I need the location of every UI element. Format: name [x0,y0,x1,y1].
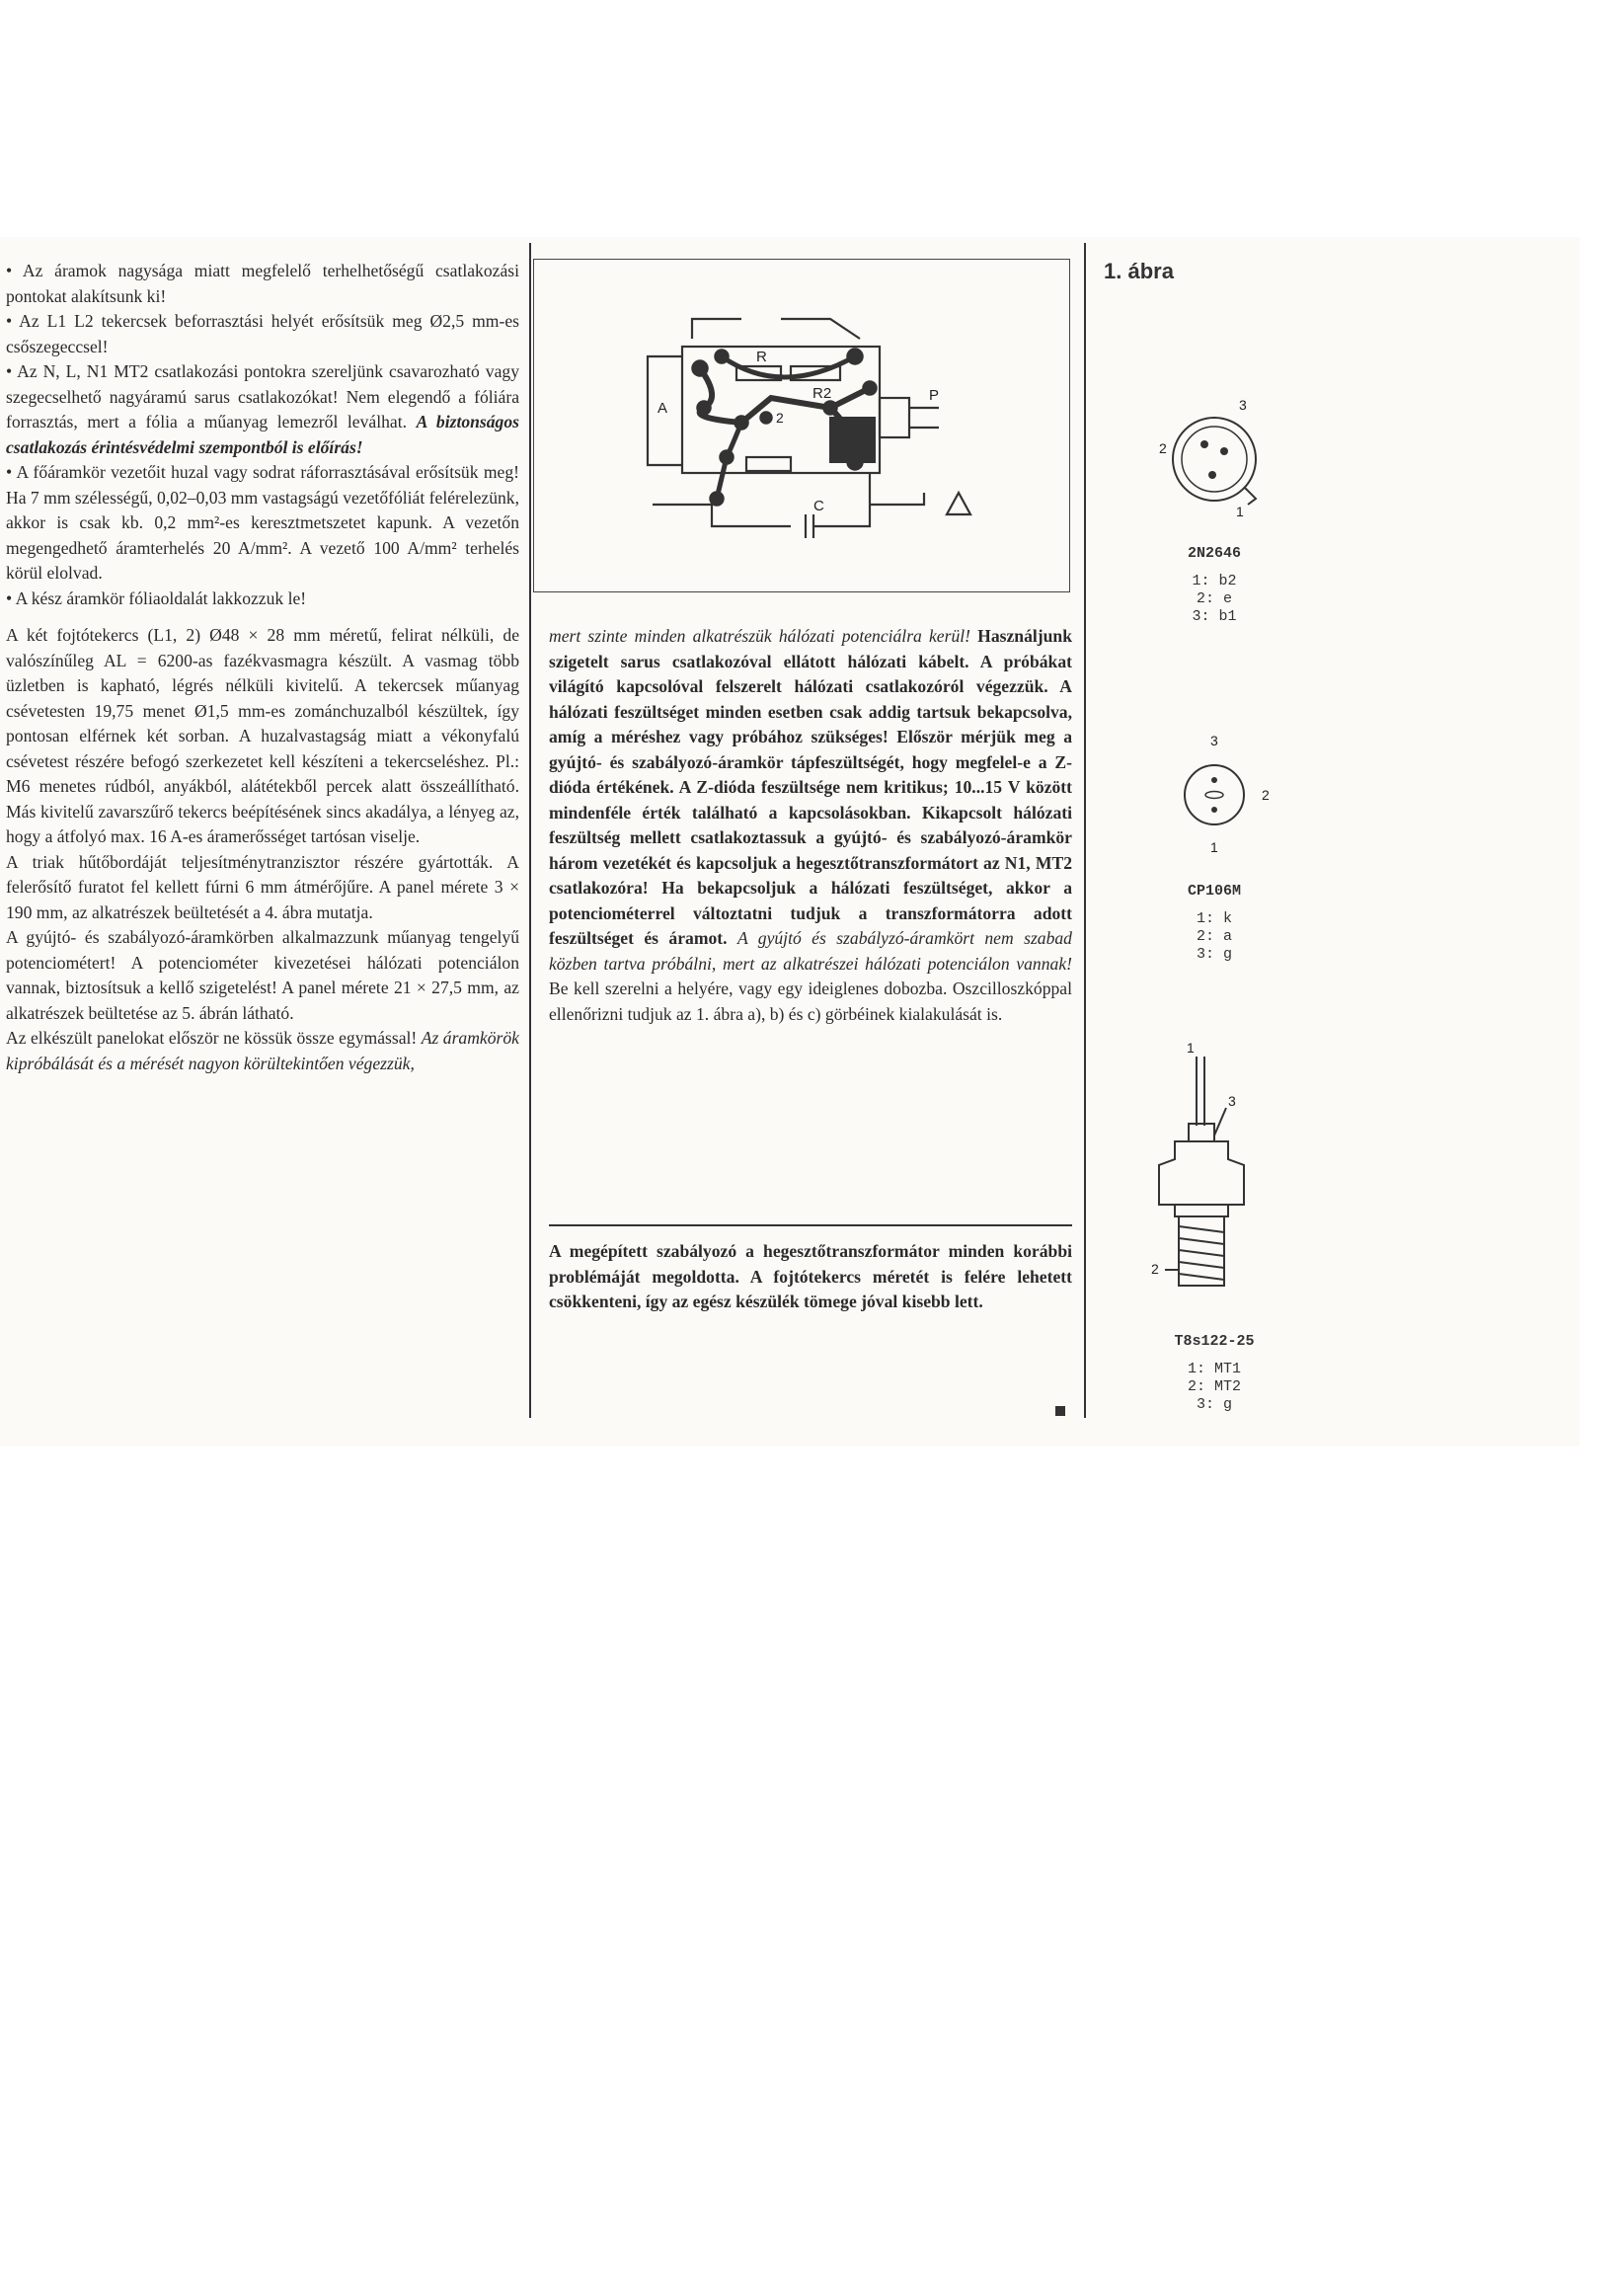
text-divider [549,1224,1072,1226]
t8s122-pin-2-number: 2 [1151,1261,1159,1277]
transistor-2n2646-drawing [1145,390,1283,528]
part-cp106m-pin-2: 2: a [1196,928,1232,945]
cp106m-pin-3-number: 3 [1210,733,1218,748]
text-column-1 [6,259,519,1076]
2n2646-pin-1-number: 1 [1236,504,1244,519]
text-column-2-lower [549,1239,1072,1315]
column-divider [529,243,531,1418]
bullet-2: • Az L1 L2 tekercsek beforrasztási helyét erősítsük meg Ø2,5 mm-es csőszegeccsel! [6,311,519,356]
paragraph-3: A gyújtó- és szabályozó-áramkörben alkalmazzunk műanyag tengelyű potenciométert! A potenciométer kivezetései hálózati potenciálon vannak, biztosítsuk a kellő szigetelést! A panel mérete 21 × 27,5 mm, az alkatrészek beültetése az 5. ábrán látható. [6,927,519,1023]
2n2646-pin-2-number: 2 [1159,440,1167,456]
t8s122-pin-3-number: 3 [1228,1093,1236,1109]
fig-label-c: C [813,498,824,514]
2n2646-pin-3-number: 3 [1239,397,1247,413]
part-2n2646-pin-2: 2: e [1196,590,1232,607]
part-t8s122-name: T8s122-25 [1174,1333,1255,1350]
paragraph-4: Az elkészült panelokat először ne kössük össze egymással! Az áramkörök kipróbálását és a mérését nagyon körültekintően végezzük, [6,1028,519,1073]
part-cp106m-pin-1: 1: k [1196,910,1232,927]
figure-title: 1. ábra [1104,259,1174,283]
part-2n2646-pin-1: 1: b2 [1192,573,1237,589]
bullet-1: • Az áramok nagysága miatt megfelelő terhelhetőségű csatlakozási pontokat alakítsunk ki! [6,261,519,306]
part-cp106m-label [1145,883,1283,964]
part-t8s122-label [1145,1333,1283,1414]
part-cp106m-pin-3: 3: g [1196,946,1232,963]
cp106m-pin-1-number: 1 [1210,839,1218,855]
end-mark [1055,1406,1065,1416]
fig-label-r2: R2 [812,385,832,402]
part-cp106m-name: CP106M [1187,883,1241,900]
paragraph-2: A triak hűtőbordáját teljesítménytranzisztor részére gyártották. A felerősítő furatot fel kellett fúrni 6 mm átmérőjűre. A panel mérete 3 × 190 mm, az alkatrészek beültetését a 4. ábra mutatja. [6,851,519,922]
part-t8s122-pin-1: 1: MT1 [1187,1361,1241,1377]
paragraph-1: A két fojtótekercs (L1, 2) Ø48 × 28 mm méretű, felirat nélküli, de valószínűleg AL = 6200-as fazékvasmagra készült. A vasmag több üzletben is kapható, légrés nélküli kivitelű. A tekercsek műanyag csévetesten 19,75 menet Ø1,5 mm-es zománchuzalból készültek, így pontosan elférnek két sorban. A huzalvastagság miatt a vékonyfalú csévetest részére befogó szerkezetet kell készíteni a tekercseléshez. Pl.: M6 menetes rúdból, anyákból, alátétekből percek alatt összeállítható. Más kivitelű zavarszűrő tekercs beépítésének sincs akadálya, a lényeg az, hogy a átfolyó max. 16 A-es áramerősséget tartósan viselje. [6,625,519,846]
col2-paragraph-2: A megépített szabályozó a hegesztőtranszformátor minden korábbi problémáját megoldotta. A fojtótekercs méretét is felére lehetett csökkenteni, így az egész készülék tömege jóval kisebb lett. [549,1241,1072,1311]
part-2n2646-name: 2N2646 [1187,545,1241,562]
cp106m-pin-2-number: 2 [1262,787,1270,803]
t8s122-pin-1-number: 1 [1187,1040,1195,1056]
fig-label-p: P [929,387,940,404]
col2-paragraph-1: mert szinte minden alkatrészük hálózati potenciálra kerül! Használjunk szigetelt sarus csatlakozóval ellátott hálózati kábelt. A próbákat világító kapcsolóval felszerelt hálózati csatlakozóról végezzük. A hálózati feszültséget minden esetben csak addig tartsuk bekapcsolva, amíg a méréshez vagy próbához szükséges! Először mérjük meg a gyújtó- és szabályozó-áramkör tápfeszültségét, hogy megfelel-e a Z-dióda értékének. A Z-dióda feszültsége nem kritikus; 10...15 V között mindenféle érték található a kapcsolásokban. Kikapcsolt hálózati feszültség mellett csatlakoztassuk a gyújtó- és szabályozó-áramkör három vezetékét és kapcsoljuk a hegesztőtranszformátort az N1, MT2 csatlakozóra! Ha bekapcsoljuk a hálózati feszültséget, akkor a potenciométerrel változtatni tudjuk a transzformátorra adott feszültséget és áramot. A gyújtó és szabályzó-áramkört nem szabad közben tartva próbálni, mert az alkatrészei hálózati potenciálon vannak! Be kell szerelni a helyére, vagy egy ideiglenes dobozba. Oszcilloszkóppal ellenőrizni tudjuk az 1. ábra a), b) és c) görbéinek kialakulását is. [549,626,1072,1024]
column-divider-right [1084,243,1086,1418]
thyristor-cp106m-drawing [1145,726,1283,864]
bullet-3: • Az N, L, N1 MT2 csatlakozási pontokra szereljünk csavarozható vagy szegecselhető nagyáramú sarus csatlakozókat! Nem elegendő a fóliára forrasztás, mert a fólia a műanyag lemezről leválhat. A biztonságos csatlakozás érintésvédelmi szempontból is előírás! [6,361,519,457]
part-2n2646-pin-3: 3: b1 [1192,608,1237,625]
part-2n2646-label [1145,545,1283,626]
figure-box [533,259,1070,592]
bullet-5: • A kész áramkör fóliaoldalát lakkozzuk le! [6,588,307,608]
part-t8s122-pin-3: 3: g [1196,1396,1232,1413]
text-column-2 [549,624,1072,1027]
fig-label-r: R [756,349,767,365]
fig-label-2: 2 [776,410,784,426]
pcb-layout-drawing [534,260,1069,591]
bullet-4: • A főáramkör vezetőit huzal vagy sodrat ráforrasztásával erősítsük meg! Ha 7 mm szélességű, 0,02–0,03 mm vastagságú vezetőfóliát felérelezünk, akkor is csak kb. 0,2 mm²-es keresztmetszetet kapunk. A vezetőn megengedhető áramterhelés 20 A/mm². A vezető 100 A/mm² terhelés körül elolvad. [6,462,519,583]
triac-t8s122-25-drawing [1135,1037,1283,1323]
fig-label-a: A [657,400,668,417]
part-t8s122-pin-2: 2: MT2 [1187,1378,1241,1395]
